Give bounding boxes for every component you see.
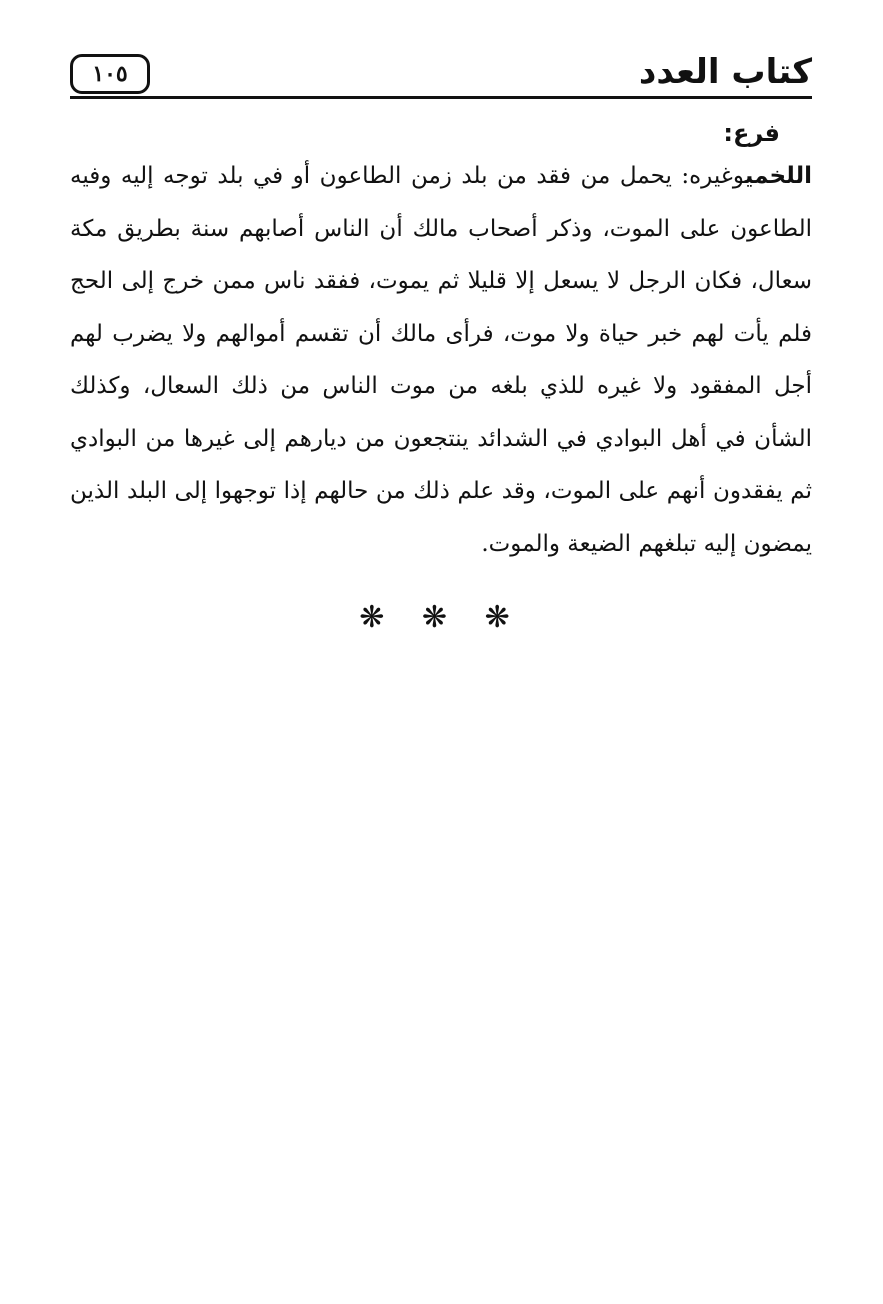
- section-separator: ❋ ❋ ❋: [359, 600, 524, 635]
- page-header: [70, 50, 812, 102]
- scholar-name: اللخمي: [744, 163, 812, 189]
- paragraph-text: وغيره: يحمل من فقد من بلد زمن الطاعون أو في بلد توجه إليه وفيه الطاعون على الموت، وذكر أصحاب مالك أن الناس أصابهم سنة بطريق مكة سعال، فكان الرجل لا يسعل إلا قليلا ثم يموت، ففقد ناس ممن خرج إلى الحج فلم يأت لهم خبر حياة ولا موت، فرأى مالك أن تقسم أموالهم ولا يضرب لهم أجل المفقود ولا غيره للذي بلغه من موت الناس من ذلك السعال، وكذلك الشأن في أهل البوادي في الشدائد ينتجعون من ديارهم إلى غيرها من البوادي ثم يفقدون أنهم على الموت، وقد علم ذلك من حالهم إذا توجهوا إلى البلد الذين يمضون إليه تبلغهم الضيعة والموت.: [70, 163, 812, 557]
- page-content: [70, 118, 812, 570]
- section-label: فرع:: [723, 119, 780, 147]
- page-number-text: ١٠٥: [92, 61, 128, 87]
- body-paragraph: [70, 150, 812, 570]
- book-title: كتاب العدد: [638, 52, 812, 92]
- header-divider: [70, 96, 812, 99]
- page-number: [70, 54, 150, 94]
